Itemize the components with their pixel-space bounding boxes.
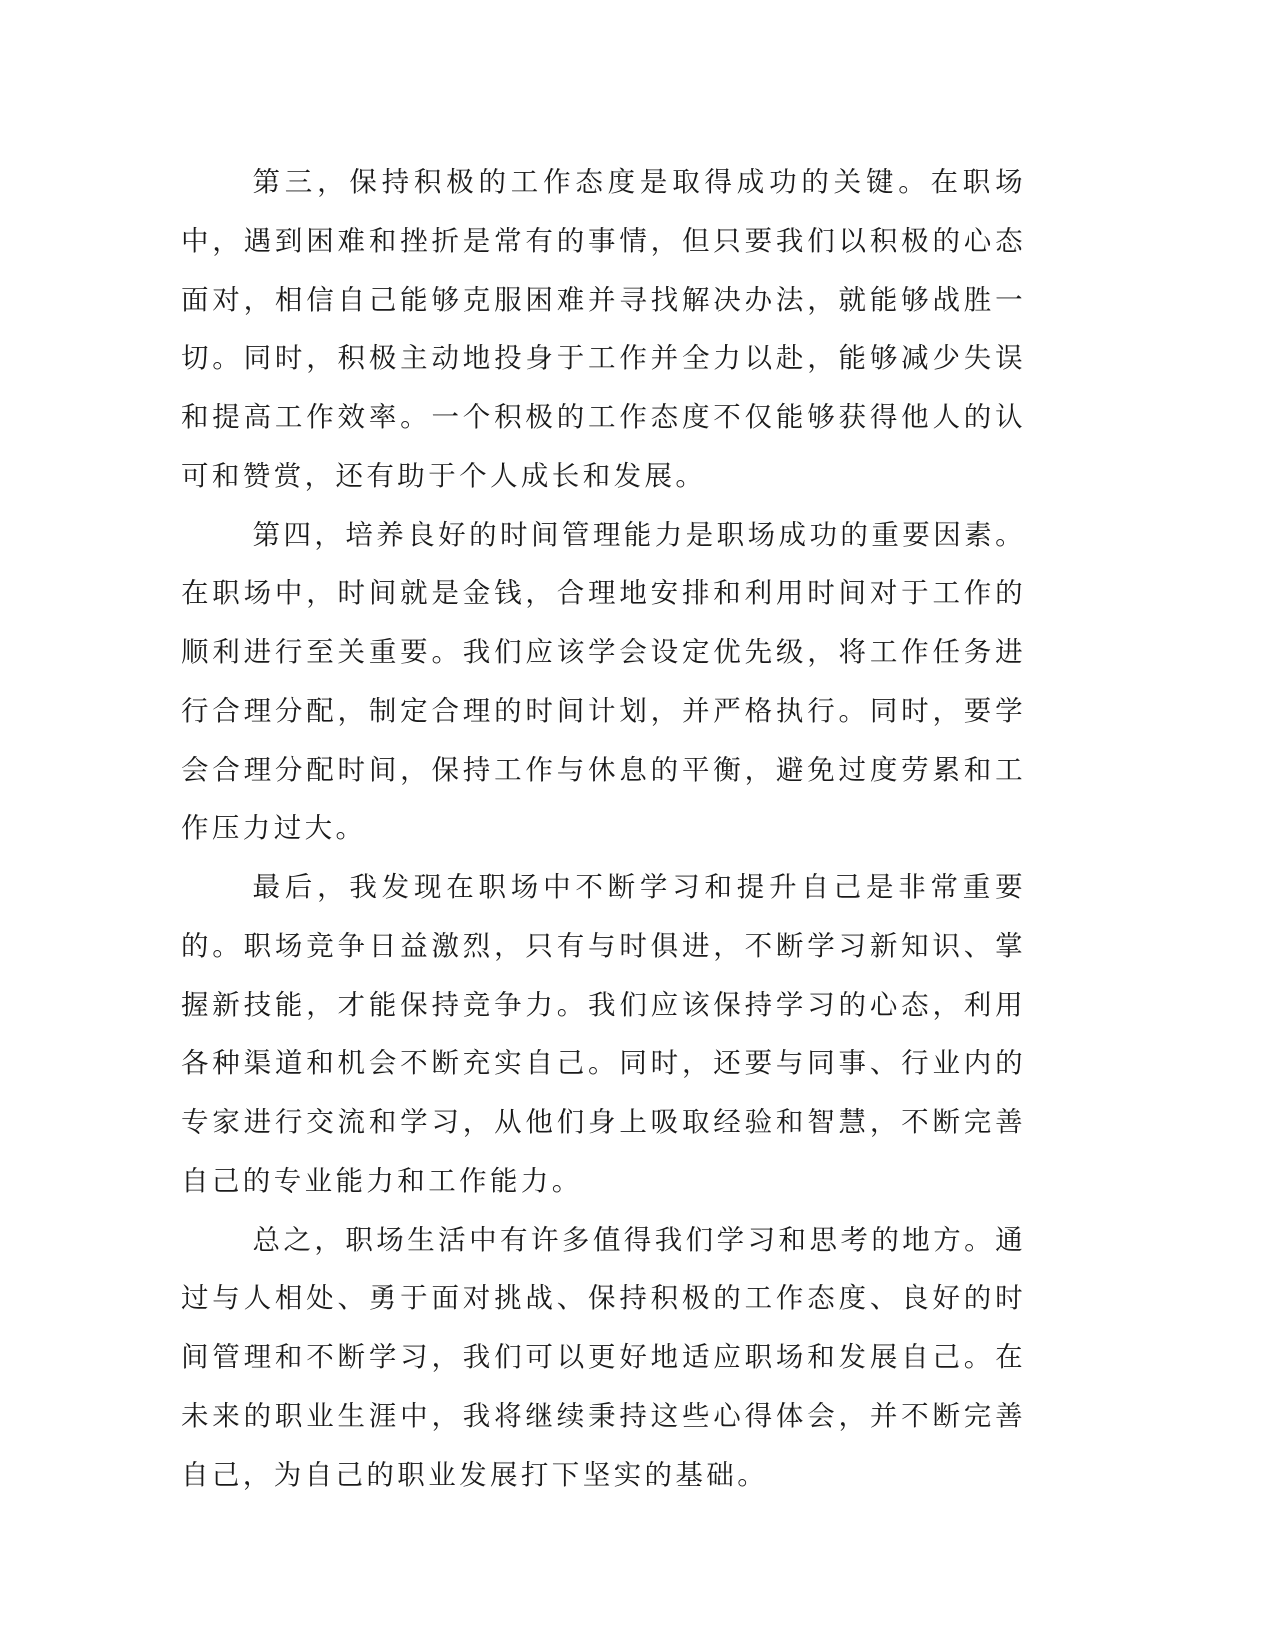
document-body <box>181 153 1026 1504</box>
paragraph-positive-attitude: 第三，保持积极的工作态度是取得成功的关键。在职场中，遇到困难和挫折是常有的事情，但只要我们以积极的心态面对，相信自己能够克服困难并寻找解决办法，就能够战胜一切。同时，积极主动地投身于工作并全力以赴，能够减少失误和提高工作效率。一个积极的工作态度不仅能够获得他人的认可和赞赏，还有助于个人成长和发展。 <box>181 166 1026 492</box>
paragraph-time-management: 第四，培养良好的时间管理能力是职场成功的重要因素。在职场中，时间就是金钱，合理地安排和利用时间对于工作的顺利进行至关重要。我们应该学会设定优先级，将工作任务进行合理分配，制定合理的时间计划，并严格执行。同时，要学会合理分配时间，保持工作与休息的平衡，避免过度劳累和工作压力过大。 <box>181 518 1026 845</box>
paragraph-continuous-learning: 最后，我发现在职场中不断学习和提升自己是非常重要的。职场竞争日益激烈，只有与时俱进，不断学习新知识、掌握新技能，才能保持竞争力。我们应该保持学习的心态，利用各种渠道和机会不断充实自己。同时，还要与同事、行业内的专家进行交流和学习，从他们身上吸取经验和智慧，不断完善自己的专业能力和工作能力。 <box>181 871 1026 1197</box>
paragraph-conclusion: 总之，职场生活中有许多值得我们学习和思考的地方。通过与人相处、勇于面对挑战、保持积极的工作态度、良好的时间管理和不断学习，我们可以更好地适应职场和发展自己。在未来的职业生涯中，我将继续秉持这些心得体会，并不断完善自己，为自己的职业发展打下坚实的基础。 <box>181 1223 1026 1491</box>
